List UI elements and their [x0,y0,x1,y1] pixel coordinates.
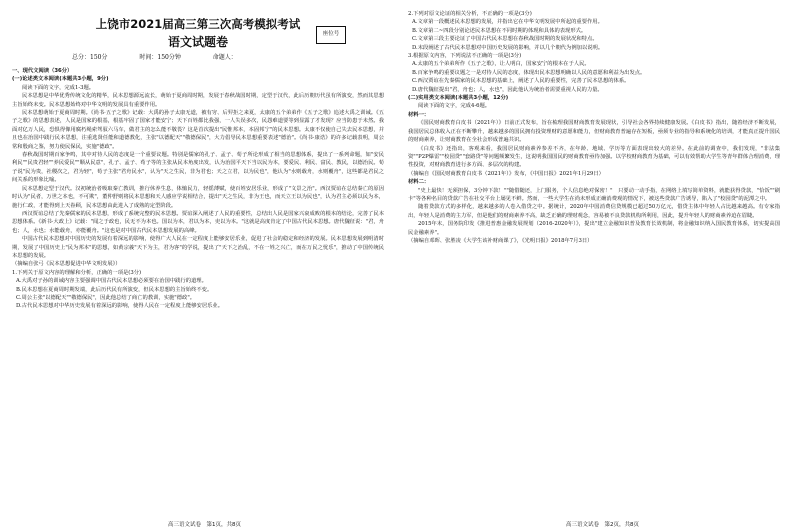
passage-paragraph: 春秋战国时期百家争鸣，其中对待人民的态度是一个重要议题。特别是儒家的孔子、孟子、荀子所论形成了相当的思想体系，提出了一系列命题，如"安民利民""民贵君轻""养民爱民""顺从民意"，孔子、孟子、荀子等的主张从民本角度出发，认为治国平天下当以民为本，要爱民、利民、富民、教民，以德治民。荀子说"民为贵，社稷次之，君为轻"，荀子主张"君舟民水"，认为"天之生民，非为君也；天之立君，以为民也"，他认为"水则载舟，水则覆舟"，这些都是君民之间关系的形象比喻。 [12,152,384,184]
option-d: D.末段阐述了古代民本思想对中国历史发展的影响，并以几个朝代为例加以说明。 [412,44,604,51]
instruction: 阅读下面的文字，完成4-6题。 [418,103,491,110]
option-b: B.百家争鸣的重要议题之一是对待人民的态度，体现出民本思想明确以人民的意愿和利益为出发点。 [412,69,646,76]
passage-paragraph: 中国古代民本思想对中国历史的发展有着深远的影响，使得广大人民在一定程度上能够安居乐业，促进了社会的稳定和经济的发展。民本思想发展到明清时期，发展了中国历史上"民为邦本"的思想，如黄宗羲"天下为主，君为客"的学说，提出了"天下之治乱，不在一姓之兴亡，而在万民之忧乐"，推动了中国传统民本思想的发展。 [12,236,384,259]
passage-paragraph: 民本思想定型于汉代。汉初统治者吸取秦亡教训，推行休养生息，体恤民力，轻徭薄赋，使百姓安居乐业，形成了"文景之治"。西汉贾谊在总结秦亡的原因时认为"民者，万世之本也，不可欺"，董仲舒则将民本思想和天人感应学说相结合，提出"天之生民，非为王也，而天立王以为民也"，认为君主必须以民为本，施行仁政，才能得到上天眷顾，民本思想由此进入了成熟的定型阶段。 [12,185,384,209]
page-footer-right: 高三语文试卷 第2页，共8页 [566,522,639,528]
option-a: A.太康的五个弟弟所作《五子之歌》，让人明白，国家安宁的根本在于人民。 [412,61,590,68]
subsection-heading: (二)实用类文本阅读(本题共3小题，12分) [408,95,509,102]
seat-number-box: 座位号 [316,26,346,44]
option-a: A.大禹对子孙的训诫内容主要强调中国古代民本思想必须要在治国中践行的道理。 [16,278,207,285]
option-a: A.文章第一段概述民本思想的发展，并指出它在中华文明发展中所起的重要作用。 [412,19,603,26]
time-label: 时间：150分钟 [139,54,181,61]
option-c: C.西汉贾谊在先秦儒家的民本思想的基础上，阐述了人民的重要性，完善了民本思想的体系。 [412,78,630,85]
page-footer-left: 高三语文试卷 第1页，共8页 [168,522,241,528]
material-source: （摘编自邓晖、张胜凌《大学生该补财商课了》，《光明日报》2018年7月3日） [408,237,593,244]
setter-label: 命题人： [212,54,237,61]
question-2: 2.下列对原文论证的相关分析，不正确的一项是(3分) [408,11,532,17]
material-paragraph: 《国民财商教育白皮书（2021年）》日前正式发布，旨在梳理我国财商教育发展现状，引导社会各界持续健康发展。《白皮书》指出，随着经济不断发展，我国居民总体收入正在不断攀升，越来越多的国民拥有投资理财的意愿和能力，但财商教育普遍存在短板，亟须专业的指导和系统化的培训，才能真正提升国民的财商素养，让财商教育在全社会形成普遍共识。 [408,120,780,144]
question-1: 1.下列关于原文内容的理解和分析，正确的一项是(3分) [12,269,142,276]
exam-title: 上饶市2021届高三第三次高考模拟考试 [95,17,301,31]
material-source: （摘编自《国民财商教育白皮书（2021年）》发布，《中国日报》2021年1月29日） [408,170,604,177]
subsection-heading: (一)论述类文本阅读(本题共3小题，9分) [12,76,109,83]
section-heading: 一、现代文阅读（36分） [12,68,73,74]
instruction: 阅读下面的文字，完成1-3题。 [22,84,95,91]
passage-source: （摘编自张弓《民本思想促进中华文明发展》） [12,261,121,268]
option-d: D.古代民本思想对中华历史发展有着深远的影响，使得人民在一定程度上能够安居乐业。 [16,303,224,310]
exam-meta [72,52,384,64]
material-paragraph: 《白皮书》还指出，客观来看，我国居民财商素养参差不齐，在年龄、地域、学历等方面表现出较大的差异。在此前的调查中，我们发现，"非法集资""P2P爆雷""校园贷""套路贷"等问题频繁发生，这说明我国国民的财商教育亟待加强。以学校财商教育为基础，可以有效帮助大学生等青年群体合理消费，理性投资，对财商教育进行多方面、多层次的构建。 [408,145,780,169]
material-paragraph: 2015年末，国务院印发《推进普惠金融发展规划（2016-2020年）》，提出"建立金融知识普及教育长效机制，将金融知识纳入国民教育体系，切实提高国民金融素养"。 [408,221,780,236]
passage-paragraph: 民本思想是中华优秀传统文化的精华，民本思想源远流长，萌始于夏商周时期，发展于春秋战国时期，定型于汉代，此后历朝历代虽有所演变，然而其思想主旨始终未变。民本思想始终对中华文明的发展具有重要作用。 [12,93,384,108]
left-page [12,10,384,311]
option-c: C.周公主张"以德配天""敬德保民"，因此他总结了商亡的教训，实施"德政"。 [16,294,196,301]
score-label: 总分：150分 [72,54,108,61]
passage-paragraph: 民本思想萌始于夏商周时期。《尚书·五子之歌》记载：大禹的孙子太康无道，被有穷、后羿拒之来夏，太康的五个弟弟作《五子之歌》追述大禹之训诫。《五子之歌》的思想表述，人民是国家的根基，根基牢固了国家才能安宁；天下百姓都比我强，一人失误多次，民怨难道要等到显露了才发现？应当防患于未然。我面对亿万人民，恐惧得像用腐朽绳索驾驭六马车，做君主的怎么能不敬畏？这是首次提出"民惟邦本，本固邦宁"的民本思想。太康不仅使自己失去民本思想，并且也在治国中践行民本思想，注重选贤任能和道德教化，主张"以德配天""敬德保民"，大力倡导民本思想重要表述"德治"。《尚书·康诰》的许多记载表明，周公常和殷商之鉴，努力使民保民，实施"德政"。 [12,110,384,150]
option-d: D.唐代魏征提出"君，舟也；人，水也"，因此他认为统治者需要重视人民的力量。 [412,86,603,93]
material-paragraph: 随着贷款方式的多样化，越来越多的人卷入借贷之中。据统计，2020年中国消费信贷规模已超过50万亿元，借贷主体中年轻人占比越来越高。有专家指出，年轻人是消费的主力军，但是他们的财商素养不高，缺乏正确的理财观念，容易被不良贷款机构所利用，因此，提升年轻人的财商素养迫在眉睫。 [408,204,780,219]
material-2-label: 材料二： [408,179,430,186]
exam-subtitle: 语文试题卷 [167,35,228,49]
material-1-label: 材料一： [408,111,430,118]
material-paragraph: "史上最快！无须担保，3分钟下款！""随借随还，上门服务，个人信息绝对保密！" 只要动一动手指，在网络上填写简单资料，就能获得贷款，"恰饭""刷卡"等各种名目的贷款广告在社交平台上屡见不鲜。然而，一些大学生在尚未形成正确消费观的情况下，被这些贷款广告诱导，陷入了"校园贷"的泥潭之中。 [408,187,780,202]
question-3: 3.根据原文内容，下列说法不正确的一项是(3分) [408,53,522,60]
right-page [408,10,780,245]
option-c: C.文章第三段主要论证了中国古代民本思想在春秋战国时期的发展状况和特点。 [412,36,598,43]
option-b: B.文章第二~四段分别论述民本思想在不同时期的体现和具体的表现形式。 [412,27,587,34]
option-b: B.民本思想在夏商周时期发端，此后历代民有所演变，但民本思想的主旨始终不变。 [16,286,213,293]
passage-paragraph: 西汉贾谊总结了先秦儒家的民本思想，形成了系统完整的民本思想。贾谊深入阐述了人民的重要性，总结出人民是国家兴衰成败的根本的结论，完善了民本思想体系。《新书·大政上》记载："闻之于政也，民无不为本也。国以为本，君以为本，吏以为本。"这就是高度肯定了中国古代民本思想。唐代魏征说："君，舟也；人，水也；水能载舟，亦能覆舟。"这也是对中国古代民本思想发展的高峰。 [12,210,384,234]
